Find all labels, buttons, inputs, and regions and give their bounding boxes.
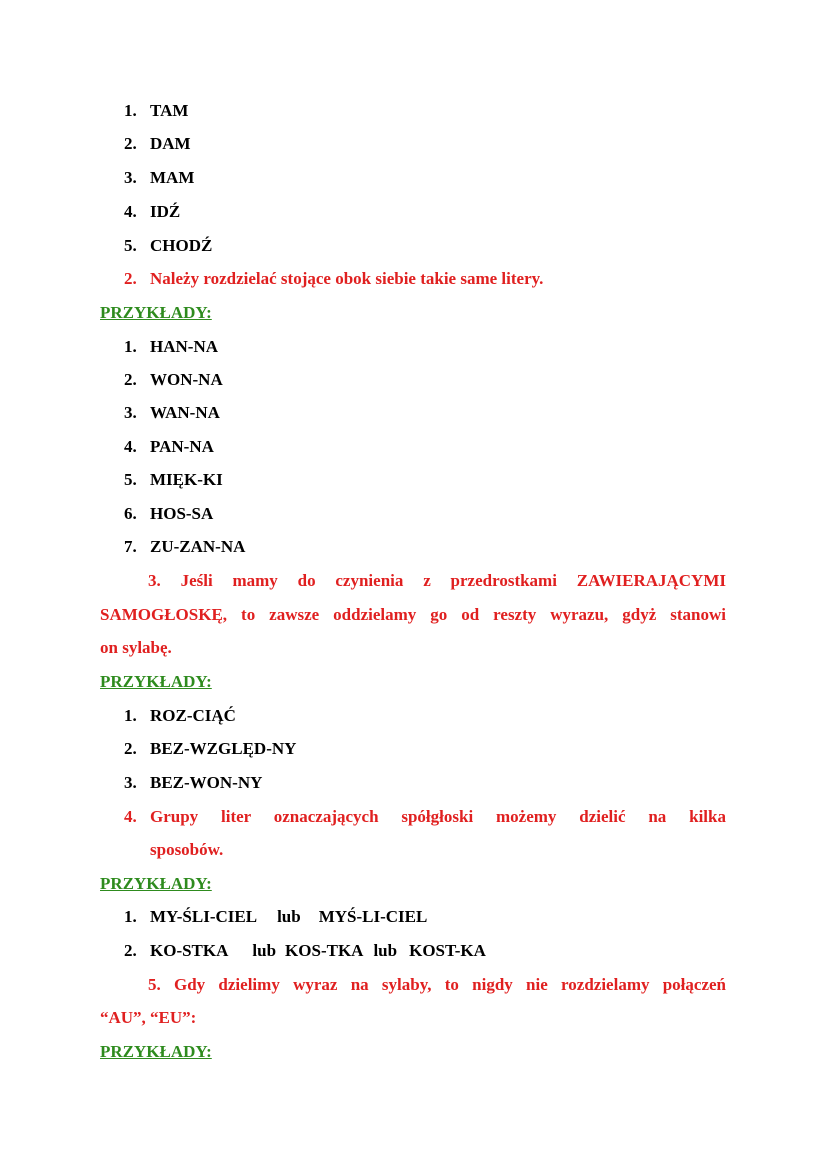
rule-2: 2. Należy rozdzielać stojące obok siebie takie same litery. xyxy=(124,269,544,288)
list-item: 3. WAN-NA xyxy=(124,403,220,422)
list-item: 1. MY-ŚLI-CIEL lub MYŚ-LI-CIEL xyxy=(124,907,428,926)
list-item: 5. CHODŹ xyxy=(124,236,213,255)
list-item: 3. MAM xyxy=(124,168,195,187)
list-item: 1. ROZ-CIĄĆ xyxy=(124,706,236,725)
list-item: 3. BEZ-WON-NY xyxy=(124,773,263,792)
rule-3-line-3: on sylabę. xyxy=(100,638,172,657)
list-item: 7. ZU-ZAN-NA xyxy=(124,537,246,556)
list-item: 1. HAN-NA xyxy=(124,337,218,356)
list-item: 2. KO-STKA lub KOS-TKA lub KOST-KA xyxy=(124,941,486,960)
list-item: 2. BEZ-WZGLĘD-NY xyxy=(124,739,297,758)
list-item: 4. IDŹ xyxy=(124,202,181,221)
list-item: 5. MIĘK-KI xyxy=(124,470,223,489)
examples-heading: PRZYKŁADY: xyxy=(100,303,212,322)
rule-5-line-2: “AU”, “EU”: xyxy=(100,1008,197,1027)
examples-heading: PRZYKŁADY: xyxy=(100,874,212,893)
list-item: 2. WON-NA xyxy=(124,370,223,389)
list-item: 4. PAN-NA xyxy=(124,437,214,456)
examples-heading: PRZYKŁADY: xyxy=(100,672,212,691)
rule-3-line-2: SAMOGŁOSKĘ, to zawsze oddzielamy go od reszty wyrazu, gdyż stanowi xyxy=(100,605,726,624)
rule-3-line-1: 3. Jeśli mamy do czynienia z przedrostkami ZAWIERAJĄCYMI xyxy=(148,571,726,590)
list-item: 1. TAM xyxy=(124,101,189,120)
rule-4-line-2: sposobów. xyxy=(150,840,224,859)
list-item: 6. HOS-SA xyxy=(124,504,214,523)
list-item: 2. DAM xyxy=(124,134,191,153)
examples-heading: PRZYKŁADY: xyxy=(100,1042,212,1061)
rule-5-line-1: 5. Gdy dzielimy wyraz na sylaby, to nigdy nie rozdzielamy połączeń xyxy=(148,975,726,994)
rule-4-line-1: 4. Grupy liter oznaczających spółgłoski możemy dzielić na kilka xyxy=(124,807,726,826)
